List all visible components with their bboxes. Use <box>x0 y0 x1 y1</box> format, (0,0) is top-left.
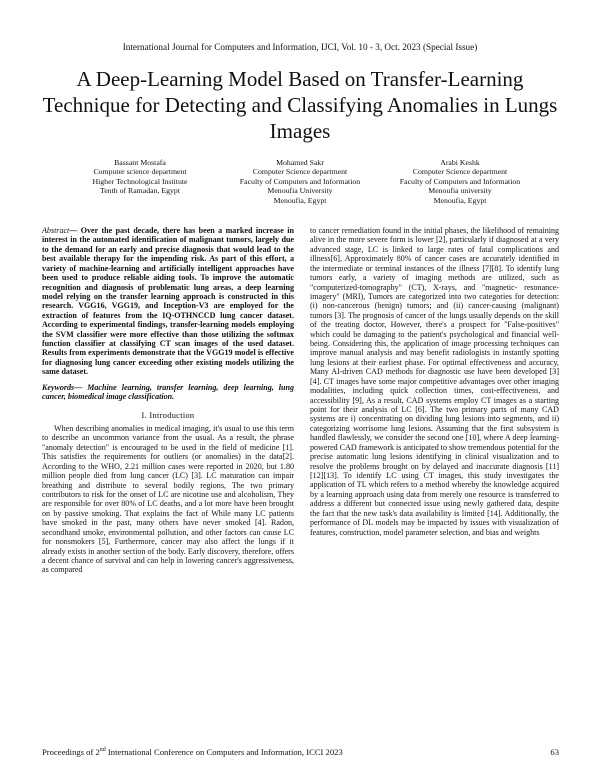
proceedings-text <box>42 747 343 757</box>
author-loc2: Menoufia, Egypt <box>273 195 327 205</box>
author-name: Arabi Keshk <box>440 158 480 167</box>
intro-paragraph-right: to cancer remediation found in the initial phases, the likelihood of remaining alive in the more severe form is lower [2], particularly if diagnosed at a very advanced stage, LC is linked to large rates of fatal complications and illness[6], Approximately 80% of cancer cases are accurately identified in the intermediate or terminal instances of the illness [7][8]. To identify lung tumors early, a variety of imaging methods are utilized, such as "computerized-tomography" (CT), X-rays, and "magnetic- resonance-imagery" (MRI), Tumors are categorized into two categories for detection: (i) non-cancerous (benign) tumors; and (ii) cancer-causing (malignant) tumors [3]. The prognosis of cancer of the lungs usually depends on the skill of the treating doctor, However, there's a prospect for "False-positives" which could be damaging to the patient's psychological and financial well-being. Considering this, the application of image processing techniques can improve manual analysis and may benefit radiologists in instantly spotting lung lesions at their earliest phase. For optimal effectiveness and accuracy, Many AI-driven CAD methods for diagnostic use have been developed [3][4]. CT images have some major competitive advantages over other imaging modalities, including quick collection times, cost-effectiveness, and accessibility [9], As a result, CAD systems employ CT images as a starting point for their analysis of LC [6]. The two primary parts of many CAD systems are i) concentrating on dividing lung lesions into segments, and ii) categorizing worrisome lung lesions. Assuming that the first subsystem is handled flawlessly, we consider the second one [10], where A deep learning-powered CAD framework is anticipated to show tremendous potential for the precise automatic lung lesions identifying in clinical visualization and to resolve the problems brought on by delayed and inaccurate diagnosis [11][12][13]. To identify LC using CT images, this study investigates the application of TL which refers to a method whereby the knowledge acquired by a learning approach using data from merely one resource is transferred to address a different but connected issue using newly gathered data, despite the fact that the new task's data availability is limited [14]. Additionally, the performance of DL models may be impacted by issues with visualization of features, construction, model parameter selection, and bias and weights <box>310 226 559 537</box>
author-inst: Faculty of Computers and Information <box>399 176 521 186</box>
author-inst: Faculty of Computers and Information <box>239 176 361 186</box>
page-number: 63 <box>550 747 559 757</box>
proceedings-prefix: Proceedings of 2 <box>42 747 100 757</box>
abstract-label: Abstract <box>42 226 70 235</box>
section-heading: I. Introduction <box>141 410 195 420</box>
author-dept: Computer Science department <box>252 167 348 177</box>
author-loc: Menoufia University <box>267 186 333 196</box>
right-column <box>310 226 559 537</box>
intro-paragraph-left: When describing anomalies in medical imaging, it's usual to use this term to describe an uncommon variance from the usual. As a result, the phrase "anomaly detection" is encouraged to be used in the field of medicine [1]. This satisfies the requirements for outliers (or anomalies) in the data[2]. According to the WHO, 2.21 million cases were reported in 2020, but 1.80 million people died from lung cancer (LC) [3]. LC maturation can impair breathing and distribute to several bodily regions, The two primary contributors to risk for the onset of LC are nicotine use and alcoholism, They are responsible for over 80% of LC deaths, and a lot more have been brought on by passive smoking. That explains the fact of While many LC patients have smoked in the past, many others have never smoked [4]. Radon, secondhand smoke, environmental pollution, and other factors can cause LC for nonsmokers [5], Furthermore, cancer may also affect the lungs if it already exists in another section of the body. Early discovery, therefore, offers a decent chance of survival and can help in lowering cancer's aggressiveness, as compared <box>42 424 294 575</box>
author-1 <box>60 158 220 205</box>
proceedings-sup: nd <box>99 747 106 754</box>
author-loc2: Menoufia, Egypt <box>433 195 487 205</box>
proceedings-suffix: International Conference on Computers and Information, ICCI 2023 <box>105 747 343 757</box>
author-loc: Tenth of Ramadan, Egypt <box>99 186 180 196</box>
abstract-text: — Over the past decade, there has been a marked increase in interest in the automated identification of malignant tumors, largely due to the demand for an early and precise diagnosis that would lead to the best available therapy for the impending risk. As part of this effort, a variety of machine-learning and artificially intelligent approaches have been used to produce reliable aiding tools. To improve the automatic recognition and diagnosis of problematic lung areas, a deep learning model relying on the transfer learning approach is constructed in this research. VGG16, VGG19, and Inception-V3 are employed for the extraction of features from the IQ-OTHNCCD lung cancer dataset. According to experimental findings, transfer-learning models employing the SVM classifier were more effective than those utilizing the softmax function classifier at classifying CT scan images of the used dataset. Results from experiments demonstrate that the VGG19 model is effective for diagnosing lung cancer exceeding other existing models utilizing the same dataset. <box>42 226 294 377</box>
author-2 <box>220 158 380 205</box>
author-inst: Higher Technological Institute <box>92 176 188 186</box>
journal-header: International Journal for Computers and Information, IJCI, Vol. 10 - 3, Oct. 2023 (Special Issue) <box>122 42 478 52</box>
author-loc: Menoufia university <box>428 186 492 196</box>
author-block <box>60 158 540 205</box>
abstract <box>42 226 294 377</box>
keywords: Keywords— Machine learning, transfer learning, deep learning, lung cancer, biomedical image classification. <box>42 382 294 402</box>
left-column <box>42 226 294 575</box>
author-name: Bassant Mostafa <box>114 158 166 167</box>
author-name: Mohamed Sakr <box>276 158 324 167</box>
page-footer <box>42 747 559 757</box>
author-dept: Computer Science department <box>412 167 508 177</box>
author-dept: Computer science department <box>93 167 187 177</box>
author-3 <box>380 158 540 205</box>
paper-title: A Deep-Learning Model Based on Transfer-Learning Technique for Detecting and Classifying Anomalies in Lungs Images <box>42 67 558 143</box>
